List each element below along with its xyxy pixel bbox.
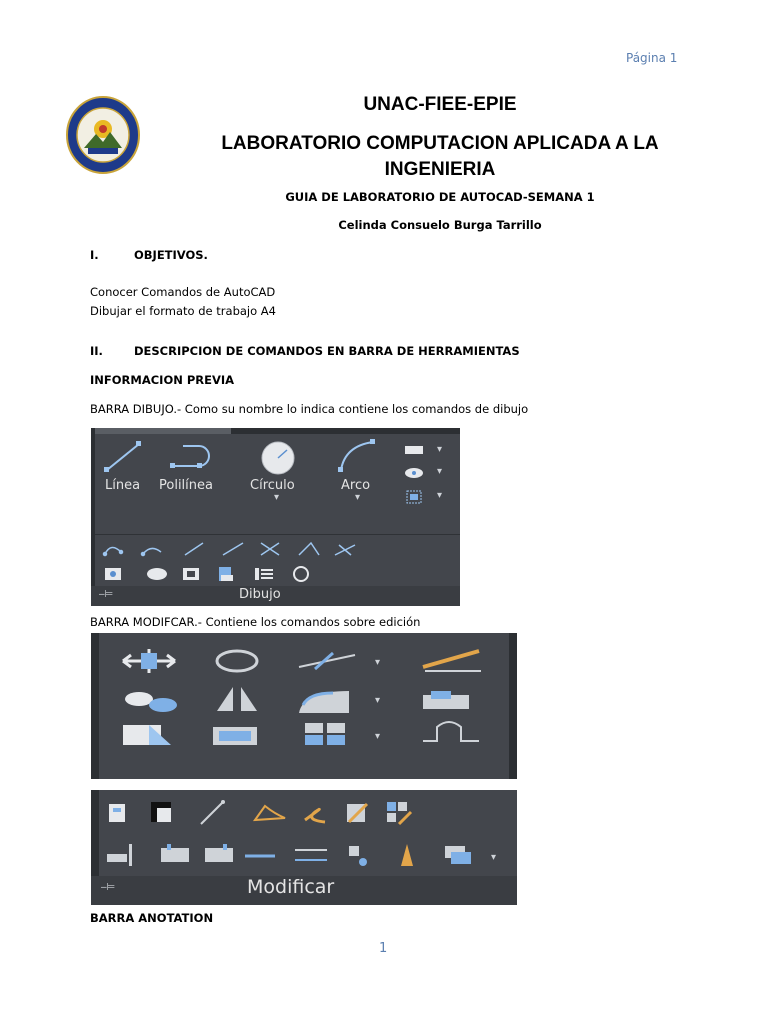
barra-modificar-description: BARRA MODIFCAR.- Contiene los comandos sobre edición (90, 615, 421, 629)
guide-title: GUIA DE LABORATORIO DE AUTOCAD-SEMANA 1 (285, 190, 595, 204)
tool-label-arco: Arco (341, 478, 371, 493)
document-subtitle-line1: LABORATORIO COMPUTACION APLICADA A LA (221, 133, 659, 154)
hatch-icon (403, 466, 425, 480)
svg-text:▾: ▾ (375, 695, 381, 706)
rectangle-dropdown-icon: ▾ (437, 444, 443, 455)
pin-icon-2: –⊨ (101, 882, 116, 893)
document-subtitle-line2: INGENIERIA (384, 159, 496, 180)
dibujo-toolbar-image (91, 428, 460, 606)
modificar-icons-grid (119, 647, 499, 747)
svg-text:▾: ▾ (491, 852, 497, 863)
svg-text:▾: ▾ (375, 657, 381, 668)
objective-2: Dibujar el formato de trabajo A4 (90, 304, 276, 318)
document-title: UNAC-FIEE-EPIE (363, 94, 517, 115)
section-2-title: DESCRIPCION DE COMANDOS EN BARRA DE HERRAMIENTAS (134, 344, 520, 358)
section-2-number: II. (90, 344, 103, 358)
pin-icon: –⊨ (99, 589, 114, 600)
boundary-icon (403, 488, 425, 506)
dibujo-row3-icons (103, 564, 323, 584)
tool-label-polilinea: Polilínea (159, 478, 213, 493)
objective-1: Conocer Comandos de AutoCAD (90, 285, 276, 299)
page-number: 1 (379, 941, 388, 956)
hatch-dropdown-icon: ▾ (437, 466, 443, 477)
rectangle-icon (403, 444, 425, 456)
circle-icon (255, 438, 301, 478)
arc-icon (335, 438, 379, 474)
line-icon (103, 440, 145, 474)
author-name: Celinda Consuelo Burga Tarrillo (338, 218, 542, 232)
polyline-icon (169, 442, 219, 472)
arc-dropdown-icon: ▾ (355, 492, 361, 503)
tool-label-linea: Línea (105, 478, 141, 493)
info-heading: INFORMACION PREVIA (90, 373, 235, 387)
section-1-number: I. (90, 248, 99, 262)
svg-text:▾: ▾ (375, 731, 381, 742)
modificar-row-icons (105, 800, 505, 872)
tool-label-circulo: Círculo (250, 478, 295, 493)
university-seal-logo (66, 96, 140, 174)
barra-dibujo-description: BARRA DIBUJO.- Como su nombre lo indica contiene los comandos de dibujo (90, 402, 529, 416)
modificar-toolbar-image-1 (91, 633, 517, 779)
modificar-toolbar-image-2 (91, 790, 517, 905)
page-label: Página 1 (626, 51, 678, 65)
dibujo-row2-icons (101, 540, 371, 558)
dibujo-panel-title: Dibujo (239, 587, 281, 602)
barra-anotation-heading: BARRA ANOTATION (90, 911, 214, 925)
boundary-dropdown-icon: ▾ (437, 490, 443, 501)
circle-dropdown-icon: ▾ (274, 492, 280, 503)
modificar-panel-title: Modificar (247, 876, 335, 898)
section-1-title: OBJETIVOS. (134, 248, 208, 262)
